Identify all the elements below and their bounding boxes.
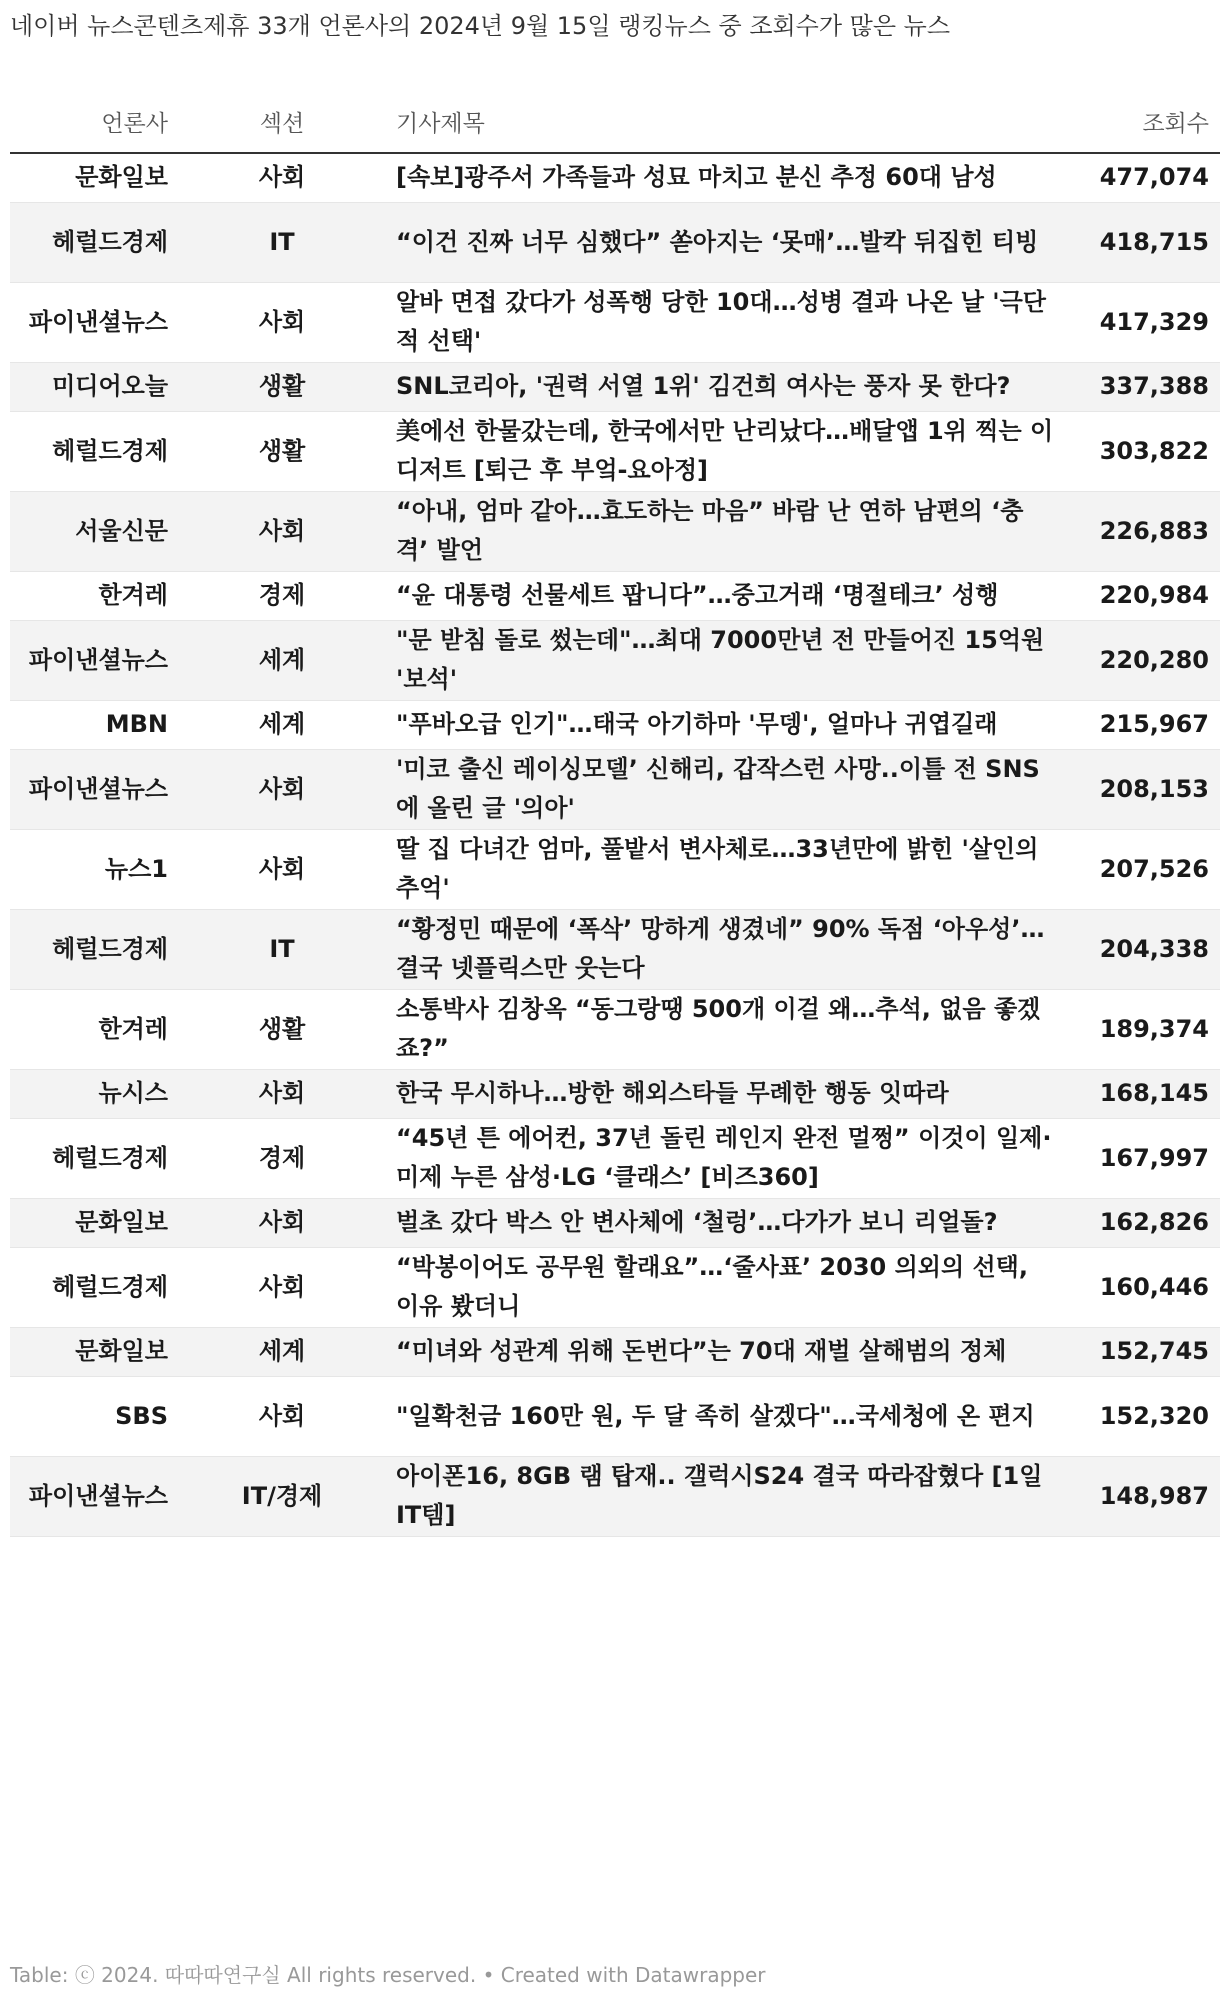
cell-views: 418,715 [1054, 202, 1220, 282]
cell-section: 사회 [168, 153, 396, 202]
cell-section: 사회 [168, 1247, 396, 1327]
cell-headline: “박봉이어도 공무원 할래요”…‘줄사표’ 2030 의외의 선택, 이유 봤더니 [396, 1247, 1054, 1327]
cell-section: 세계 [168, 1327, 396, 1376]
cell-headline: [속보]광주서 가족들과 성묘 마치고 분신 추정 60대 남성 [396, 153, 1054, 202]
cell-section: 생활 [168, 411, 396, 491]
cell-views: 204,338 [1054, 909, 1220, 989]
cell-publisher: 한겨레 [10, 989, 168, 1069]
cell-publisher: 뉴시스 [10, 1069, 168, 1118]
cell-headline: 아이폰16, 8GB 램 탑재.. 갤럭시S24 결국 따라잡혔다 [1일IT템] [396, 1456, 1054, 1536]
cell-views: 337,388 [1054, 362, 1220, 411]
table-row [10, 620, 1220, 700]
cell-publisher: 서울신문 [10, 491, 168, 571]
cell-publisher: 문화일보 [10, 1327, 168, 1376]
cell-headline: SNL코리아, '권력 서열 1위' 김건희 여사는 풍자 못 한다? [396, 362, 1054, 411]
cell-section: 사회 [168, 1376, 396, 1456]
table-row [10, 829, 1220, 909]
cell-section: IT/경제 [168, 1456, 396, 1536]
cell-views: 220,280 [1054, 620, 1220, 700]
cell-publisher: 파이낸셜뉴스 [10, 620, 168, 700]
cell-views: 303,822 [1054, 411, 1220, 491]
table-row [10, 1327, 1220, 1376]
cell-headline: “이건 진짜 너무 심했다” 쏟아지는 ‘못매’…발칵 뒤집힌 티빙 [396, 202, 1054, 282]
cell-section: 경제 [168, 1118, 396, 1198]
table-row [10, 989, 1220, 1069]
cell-headline: “아내, 엄마 같아…효도하는 마음” 바람 난 연하 남편의 ‘충격’ 발언 [396, 491, 1054, 571]
table-row [10, 491, 1220, 571]
table-row [10, 362, 1220, 411]
table-row [10, 282, 1220, 362]
cell-section: 사회 [168, 1069, 396, 1118]
cell-publisher: 헤럴드경제 [10, 1118, 168, 1198]
header-views: 조회수 [1054, 90, 1220, 153]
cell-publisher: MBN [10, 700, 168, 749]
cell-headline: "일확천금 160만 원, 두 달 족히 살겠다"…국세청에 온 편지 [396, 1376, 1054, 1456]
table-row [10, 1069, 1220, 1118]
ranking-table [10, 90, 1220, 1537]
table-row [10, 700, 1220, 749]
cell-views: 167,997 [1054, 1118, 1220, 1198]
cell-headline: “미녀와 성관계 위해 돈번다”는 70대 재벌 살해범의 정체 [396, 1327, 1054, 1376]
cell-headline: 알바 면접 갔다가 성폭행 당한 10대…성병 결과 나온 날 '극단적 선택' [396, 282, 1054, 362]
cell-views: 189,374 [1054, 989, 1220, 1069]
cell-views: 208,153 [1054, 749, 1220, 829]
table-row [10, 749, 1220, 829]
table-row [10, 1247, 1220, 1327]
cell-publisher: 파이낸셜뉴스 [10, 749, 168, 829]
cell-publisher: SBS [10, 1376, 168, 1456]
cell-publisher: 헤럴드경제 [10, 1247, 168, 1327]
cell-headline: "문 받침 돌로 썼는데"…최대 7000만년 전 만들어진 15억원 '보석' [396, 620, 1054, 700]
table-row [10, 909, 1220, 989]
cell-headline: 벌초 갔다 박스 안 변사체에 ‘철렁’…다가가 보니 리얼돌? [396, 1198, 1054, 1247]
cell-publisher: 문화일보 [10, 1198, 168, 1247]
table-row [10, 1376, 1220, 1456]
cell-section: 사회 [168, 282, 396, 362]
header-publisher: 언론사 [10, 90, 168, 153]
cell-headline: “황정민 때문에 ‘폭삭’ 망하게 생겼네” 90% 독점 ‘아우성’…결국 넷플릭스만 웃는다 [396, 909, 1054, 989]
cell-views: 152,320 [1054, 1376, 1220, 1456]
header-row [10, 90, 1220, 153]
cell-headline: 美에선 한물갔는데, 한국에서만 난리났다…배달앱 1위 찍는 이 디저트 [퇴근 후 부엌-요아정] [396, 411, 1054, 491]
cell-section: 사회 [168, 491, 396, 571]
cell-section: 생활 [168, 362, 396, 411]
table-row [10, 202, 1220, 282]
cell-section: 세계 [168, 620, 396, 700]
cell-section: IT [168, 202, 396, 282]
cell-section: 사회 [168, 749, 396, 829]
cell-section: 세계 [168, 700, 396, 749]
header-headline: 기사제목 [396, 90, 1054, 153]
header-section: 섹션 [168, 90, 396, 153]
cell-headline: “윤 대통령 선물세트 팝니다”…중고거래 ‘명절테크’ 성행 [396, 571, 1054, 620]
cell-headline: “45년 튼 에어컨, 37년 돌린 레인지 완전 멀쩡” 이것이 일제·미제 누른 삼성·LG ‘클래스’ [비즈360] [396, 1118, 1054, 1198]
cell-views: 417,329 [1054, 282, 1220, 362]
cell-views: 162,826 [1054, 1198, 1220, 1247]
cell-section: 생활 [168, 989, 396, 1069]
table-row [10, 153, 1220, 202]
table-body [10, 153, 1220, 1536]
cell-headline: "푸바오급 인기"…태국 아기하마 '무뎅', 얼마나 귀엽길래 [396, 700, 1054, 749]
cell-publisher: 헤럴드경제 [10, 909, 168, 989]
cell-views: 152,745 [1054, 1327, 1220, 1376]
cell-publisher: 헤럴드경제 [10, 202, 168, 282]
table-row [10, 1118, 1220, 1198]
cell-headline: '미코 출신 레이싱모델’ 신해리, 갑작스런 사망..이틀 전 SNS에 올린 글 '의아' [396, 749, 1054, 829]
cell-views: 168,145 [1054, 1069, 1220, 1118]
cell-publisher: 문화일보 [10, 153, 168, 202]
cell-publisher: 뉴스1 [10, 829, 168, 909]
cell-views: 220,984 [1054, 571, 1220, 620]
cell-section: 경제 [168, 571, 396, 620]
cell-publisher: 미디어오늘 [10, 362, 168, 411]
table-title: 네이버 뉴스콘텐츠제휴 33개 언론사의 2024년 9월 15일 랭킹뉴스 중 조회수가 많은 뉴스 [10, 12, 951, 40]
cell-views: 207,526 [1054, 829, 1220, 909]
cell-publisher: 파이낸셜뉴스 [10, 1456, 168, 1536]
cell-views: 148,987 [1054, 1456, 1220, 1536]
cell-views: 477,074 [1054, 153, 1220, 202]
table-row [10, 411, 1220, 491]
table-row [10, 1198, 1220, 1247]
cell-section: 사회 [168, 1198, 396, 1247]
cell-views: 215,967 [1054, 700, 1220, 749]
cell-publisher: 헤럴드경제 [10, 411, 168, 491]
cell-headline: 한국 무시하나…방한 해외스타들 무례한 행동 잇따라 [396, 1069, 1054, 1118]
cell-headline: 딸 집 다녀간 엄마, 풀밭서 변사체로…33년만에 밝힌 '살인의 추억' [396, 829, 1054, 909]
table-row [10, 1456, 1220, 1536]
cell-section: 사회 [168, 829, 396, 909]
cell-section: IT [168, 909, 396, 989]
footer-credit: Table: ⓒ 2024. 따따따연구실 All rights reserved. • Created with Datawrapper [10, 1963, 766, 1987]
cell-publisher: 파이낸셜뉴스 [10, 282, 168, 362]
table-row [10, 571, 1220, 620]
cell-views: 160,446 [1054, 1247, 1220, 1327]
cell-publisher: 한겨레 [10, 571, 168, 620]
cell-views: 226,883 [1054, 491, 1220, 571]
cell-headline: 소통박사 김창옥 “동그랑땡 500개 이걸 왜…추석, 없음 좋겠죠?” [396, 989, 1054, 1069]
